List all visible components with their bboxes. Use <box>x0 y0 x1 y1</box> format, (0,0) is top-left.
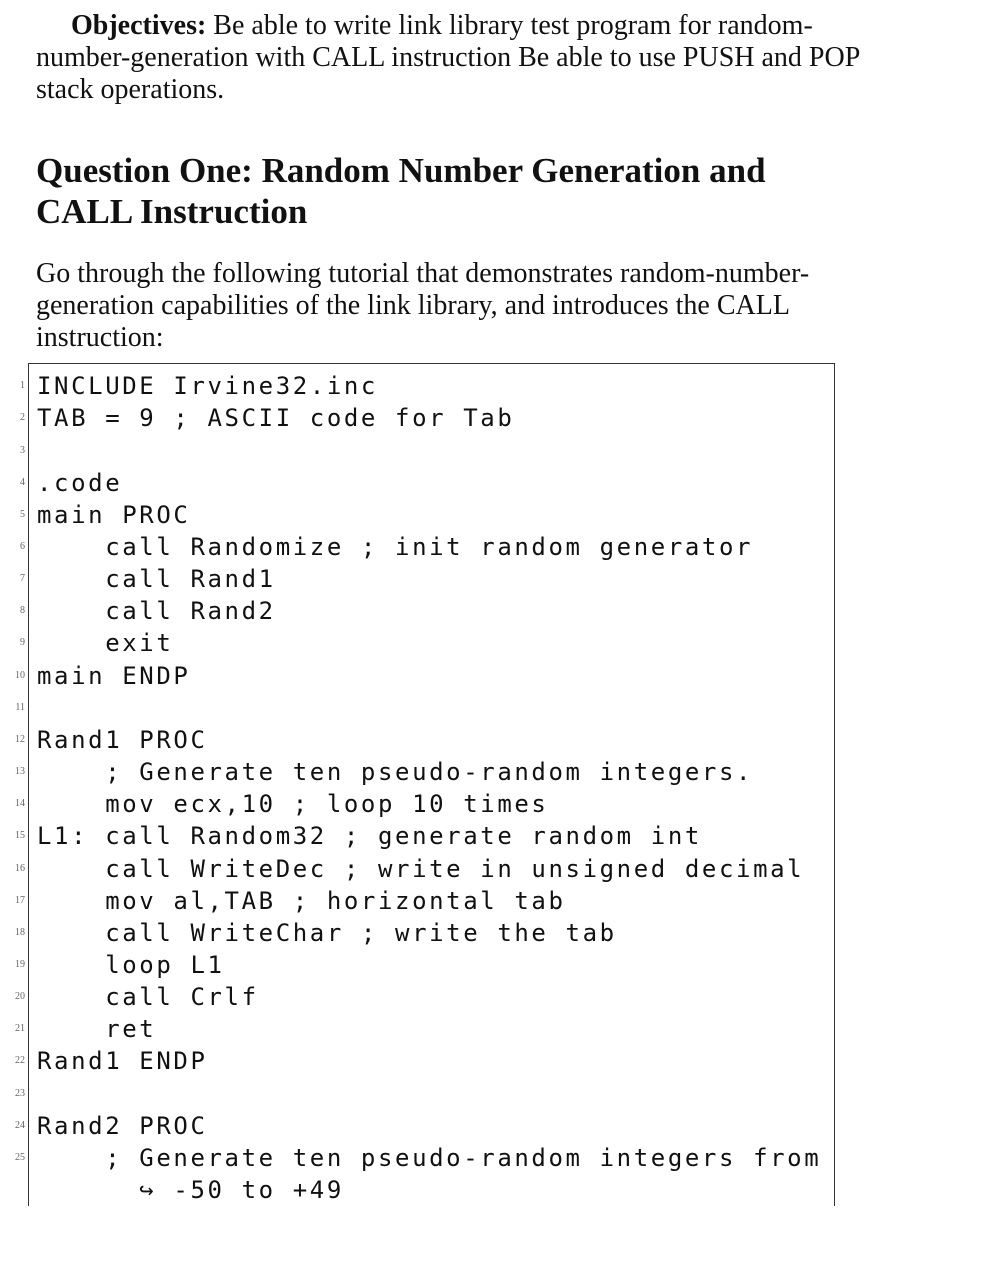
code-text: ↪ -50 to +49 <box>37 1176 344 1204</box>
line-number: 10 <box>15 670 25 681</box>
code-line <box>20 627 836 659</box>
line-number: 2 <box>20 412 25 423</box>
line-number: 12 <box>15 734 25 745</box>
line-number: 18 <box>15 927 25 938</box>
line-number: 7 <box>20 573 25 584</box>
code-text: L1: call Random32 ; generate random int <box>37 822 702 850</box>
line-number: 11 <box>15 702 25 713</box>
line-number: 20 <box>15 991 25 1002</box>
section-title: Question One: Random Number Generation and CALL Instruction <box>36 151 766 231</box>
code-text: call WriteChar ; write the tab <box>37 919 617 947</box>
code-text: main PROC <box>37 501 191 529</box>
objectives-paragraph <box>36 10 866 106</box>
code-text: INCLUDE Irvine32.inc <box>37 372 378 400</box>
code-line <box>15 820 836 852</box>
code-text: TAB = 9 ; ASCII code for Tab <box>37 404 515 432</box>
line-number: 16 <box>15 863 25 874</box>
code-text: Rand2 PROC <box>37 1112 208 1140</box>
code-text: call Crlf <box>37 983 259 1011</box>
code-line <box>20 402 836 434</box>
code-text: ; Generate ten pseudo-random integers from <box>37 1144 822 1172</box>
line-number: 4 <box>20 477 25 488</box>
code-text: call Rand2 <box>37 597 276 625</box>
code-line <box>20 563 836 595</box>
code-line <box>20 467 836 499</box>
line-number: 24 <box>15 1120 25 1131</box>
code-text: Rand1 ENDP <box>37 1047 208 1075</box>
code-line-wrap <box>29 1174 836 1206</box>
code-line <box>15 1142 836 1174</box>
line-number: 25 <box>15 1152 25 1163</box>
code-line <box>15 1013 836 1045</box>
line-number: 1 <box>20 380 25 391</box>
code-text: exit <box>37 629 174 657</box>
code-line <box>15 949 836 981</box>
code-line <box>15 1078 836 1110</box>
line-number: 15 <box>15 830 25 841</box>
code-line <box>15 724 836 756</box>
code-line <box>20 370 836 402</box>
code-line <box>15 756 836 788</box>
line-number: 22 <box>15 1055 25 1066</box>
code-text: ; Generate ten pseudo-random integers. <box>37 758 754 786</box>
line-number: 3 <box>20 445 25 456</box>
code-line <box>15 660 836 692</box>
line-number: 14 <box>15 798 25 809</box>
line-number: 5 <box>20 509 25 520</box>
line-number: 8 <box>20 605 25 616</box>
code-text: .code <box>37 469 123 497</box>
code-line <box>20 499 836 531</box>
code-line <box>15 853 836 885</box>
line-number: 9 <box>20 637 25 648</box>
code-text: mov ecx,10 ; loop 10 times <box>37 790 549 818</box>
code-line <box>15 981 836 1013</box>
intro-paragraph: Go through the following tutorial that demonstrates random-number-generation capabilities of the link library, and introduces the CALL instruction: <box>36 258 810 353</box>
code-line <box>15 1045 836 1077</box>
code-line <box>15 788 836 820</box>
objectives-text: Be able to write link library test program for random-number-generation with CALL instruction Be able to use PUSH and POP stack operations. <box>36 10 860 105</box>
code-text: call Randomize ; init random generator <box>37 533 754 561</box>
line-number: 19 <box>15 959 25 970</box>
line-number: 21 <box>15 1023 25 1034</box>
code-text: ret <box>37 1015 157 1043</box>
code-text: Rand1 PROC <box>37 726 208 754</box>
code-line <box>15 1110 836 1142</box>
code-line <box>15 885 836 917</box>
line-number: 6 <box>20 541 25 552</box>
code-text: main ENDP <box>37 662 191 690</box>
code-listing <box>15 363 835 1206</box>
code-line <box>20 531 836 563</box>
code-line <box>15 917 836 949</box>
code-text: mov al,TAB ; horizontal tab <box>37 887 566 915</box>
line-number: 23 <box>15 1088 25 1099</box>
code-text: call Rand1 <box>37 565 276 593</box>
code-line <box>20 435 836 467</box>
objectives-label: Objectives: <box>71 10 207 41</box>
code-text: loop L1 <box>37 951 225 979</box>
code-text: call WriteDec ; write in unsigned decimal <box>37 855 805 883</box>
line-number: 17 <box>15 895 25 906</box>
code-line <box>20 595 836 627</box>
line-number: 13 <box>15 766 25 777</box>
code-line <box>15 692 836 724</box>
